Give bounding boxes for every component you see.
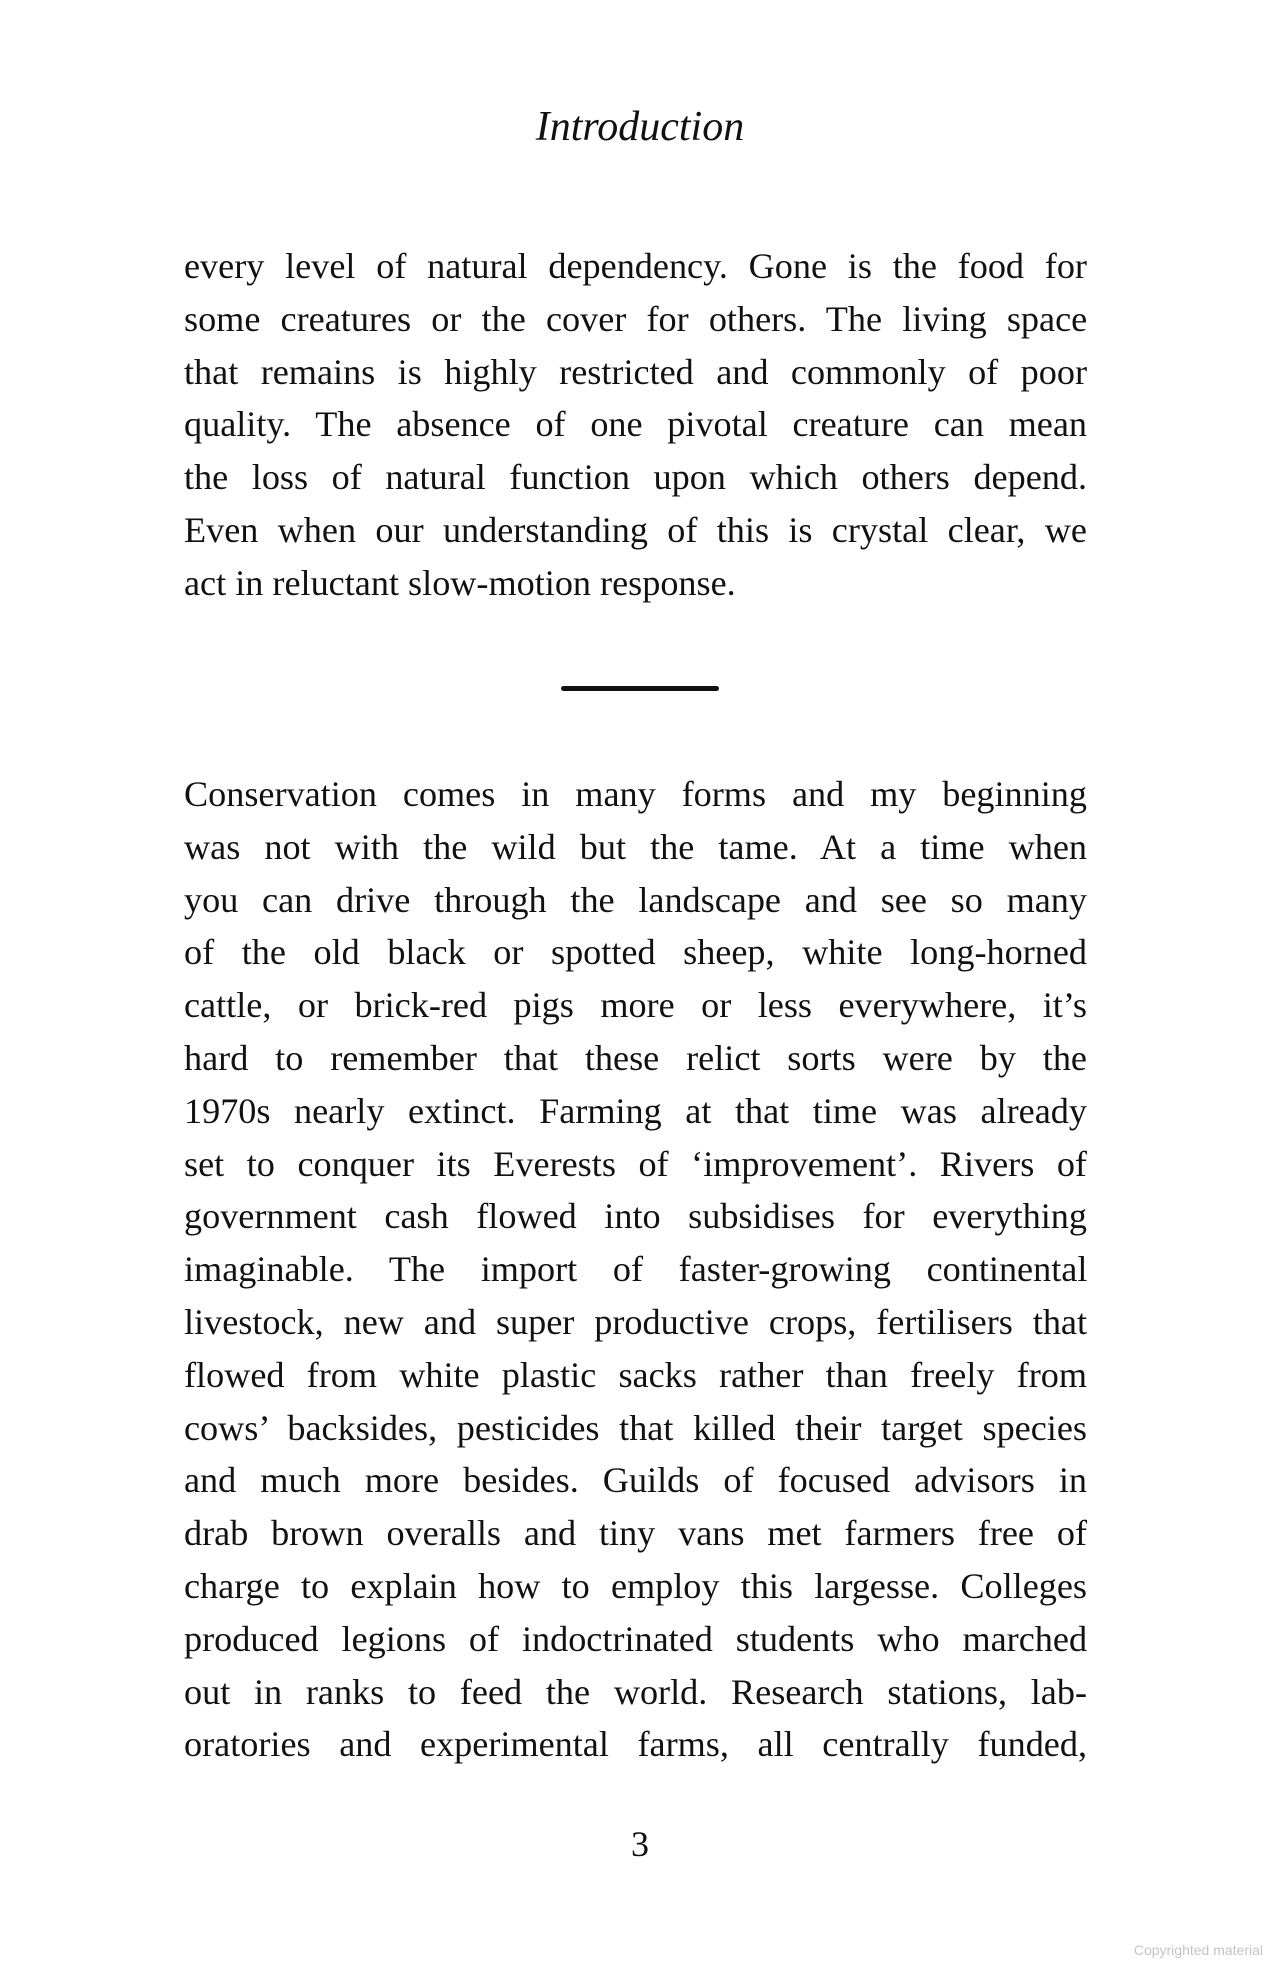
text-line: livestock, new and super productive crops, fertilisers that [184, 1301, 1088, 1342]
text-line: Conservation comes in many forms and my beginning [184, 774, 1087, 814]
text-line: the loss of natural function upon which others depend. [184, 457, 1087, 498]
copyright-watermark: Copyrighted material [1133, 1942, 1263, 1958]
text-line: oratories and experimental farms, all centrally funded, [184, 1724, 1087, 1765]
running-head: Introduction [535, 104, 745, 150]
text-line: flowed from white plastic sacks rather than freely from [184, 1354, 1087, 1395]
text-line: that remains is highly restricted and commonly of poor [184, 351, 1087, 392]
text-line: Even when our understanding of this is crystal clear, we [184, 509, 1087, 550]
text-line: drab brown overalls and tiny vans met farmers free of [184, 1513, 1087, 1554]
text-line: charge to explain how to employ this largesse. Colleges [184, 1565, 1087, 1606]
text-line: hard to remember that these relict sorts were by the [184, 1037, 1087, 1078]
text-line: quality. The absence of one pivotal creature can mean [184, 404, 1087, 445]
text-line: imaginable. The import of faster-growing continental [184, 1249, 1088, 1290]
text-line: and much more besides. Guilds of focused advisors in [184, 1460, 1087, 1501]
paragraph-2 [184, 768, 1087, 1771]
text-line: cows’ backsides, pesticides that killed their target species [184, 1407, 1087, 1448]
text-line: of the old black or spotted sheep, white long-horned [184, 932, 1087, 973]
text-line: act in reluctant slow-motion response. [184, 562, 736, 603]
text-line: 1970s nearly extinct. Farming at that time was already [184, 1090, 1087, 1131]
text-line: government cash flowed into subsidises for everything [184, 1196, 1087, 1237]
text-line: was not with the wild but the tame. At a time when [184, 826, 1087, 867]
page-number: 3 [631, 1824, 649, 1864]
text-line: every level of natural dependency. Gone is the food for [184, 246, 1087, 286]
section-divider [561, 686, 719, 691]
text-line: cattle, or brick-red pigs more or less everywhere, it’s [184, 985, 1087, 1026]
text-line: produced legions of indoctrinated students who marched [184, 1618, 1088, 1659]
text-line: out in ranks to feed the world. Research stations, lab- [184, 1671, 1087, 1712]
text-line: some creatures or the cover for others. The living space [184, 298, 1088, 339]
paragraph-1 [184, 240, 1087, 610]
text-line: you can drive through the landscape and see so many [184, 879, 1087, 920]
text-line: set to conquer its Everests of ‘improvement’. Rivers of [184, 1143, 1087, 1184]
